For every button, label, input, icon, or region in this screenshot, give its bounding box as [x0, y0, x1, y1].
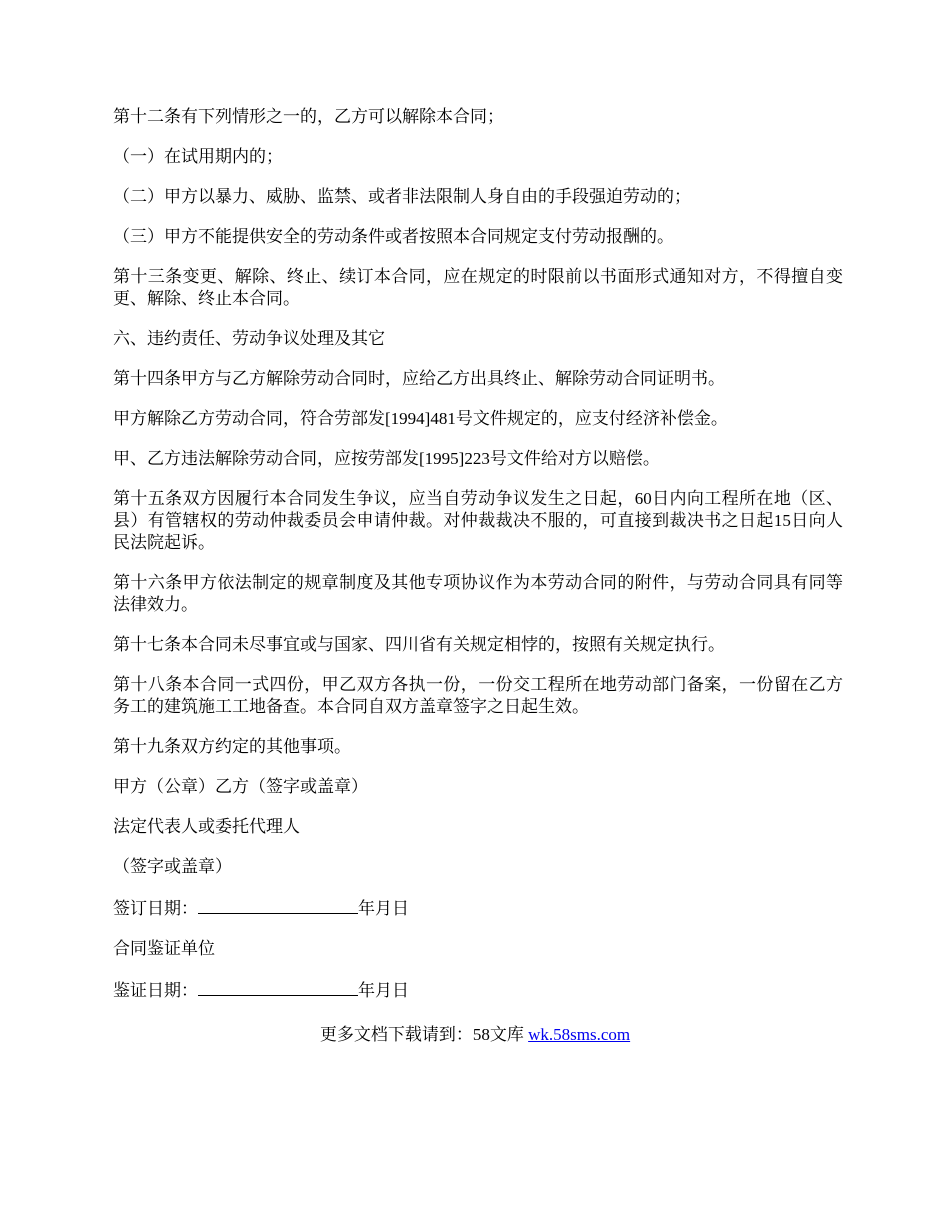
sign-date-line — [113, 896, 843, 920]
article-13: 第十三条变更、解除、终止、续订本合同，应在规定的时限前以书面形式通知对方，不得擅自变更、解除、终止本合同。 — [113, 267, 843, 308]
article-12: 第十二条有下列情形之一的，乙方可以解除本合同； — [113, 107, 504, 126]
verify-date-label: 鉴证日期： — [113, 981, 198, 1000]
sign-or-seal: （签字或盖章） — [113, 857, 232, 876]
article-19: 第十九条双方约定的其他事项。 — [113, 737, 351, 756]
article-12-item-3: （三）甲方不能提供安全的劳动条件或者按照本合同规定支付劳动报酬的。 — [113, 227, 674, 246]
sign-date-label: 签订日期： — [113, 899, 198, 918]
legal-representative: 法定代表人或委托代理人 — [113, 817, 300, 836]
sign-date-blank[interactable] — [198, 896, 358, 914]
document-body — [113, 106, 843, 1020]
article-16: 第十六条甲方依法制定的规章制度及其他专项协议作为本劳动合同的附件，与劳动合同具有同等法律效力。 — [113, 573, 843, 614]
article-12-item-2: （二）甲方以暴力、威胁、监禁、或者非法限制人身自由的手段强迫劳动的； — [113, 187, 691, 206]
footer — [0, 1024, 950, 1046]
verify-date-suffix: 年月日 — [358, 981, 409, 1000]
article-15: 第十五条双方因履行本合同发生争议，应当自劳动争议发生之日起，60日内向工程所在地（区、县）有管辖权的劳动仲裁委员会申请仲裁。对仲裁裁决不服的，可直接到裁决书之日起15日向人民法院起诉。 — [113, 489, 843, 552]
section-6-heading: 六、违约责任、劳动争议处理及其它 — [113, 329, 385, 348]
verify-date-blank[interactable] — [198, 978, 358, 996]
article-14-clause-2: 甲方解除乙方劳动合同，符合劳部发[1994]481号文件规定的，应支付经济补偿金。 — [113, 409, 728, 428]
article-12-item-1: （一）在试用期内的； — [113, 147, 283, 166]
verify-date-line — [113, 978, 843, 1002]
article-18: 第十八条本合同一式四份，甲乙双方各执一份，一份交工程所在地劳动部门备案，一份留在乙方务工的建筑施工工地备查。本合同自双方盖章签字之日起生效。 — [113, 675, 843, 716]
sign-date-suffix: 年月日 — [358, 899, 409, 918]
article-14-clause-3: 甲、乙方违法解除劳动合同，应按劳部发[1995]223号文件给对方以赔偿。 — [113, 449, 660, 468]
footer-link[interactable]: wk.58sms.com — [528, 1025, 631, 1044]
article-14: 第十四条甲方与乙方解除劳动合同时，应给乙方出具终止、解除劳动合同证明书。 — [113, 369, 725, 388]
verify-unit: 合同鉴证单位 — [113, 939, 215, 958]
article-17: 第十七条本合同未尽事宜或与国家、四川省有关规定相悖的，按照有关规定执行。 — [113, 635, 725, 654]
footer-text: 更多文档下载请到：58文库 — [319, 1025, 529, 1044]
party-signatures: 甲方（公章）乙方（签字或盖章） — [113, 777, 368, 796]
